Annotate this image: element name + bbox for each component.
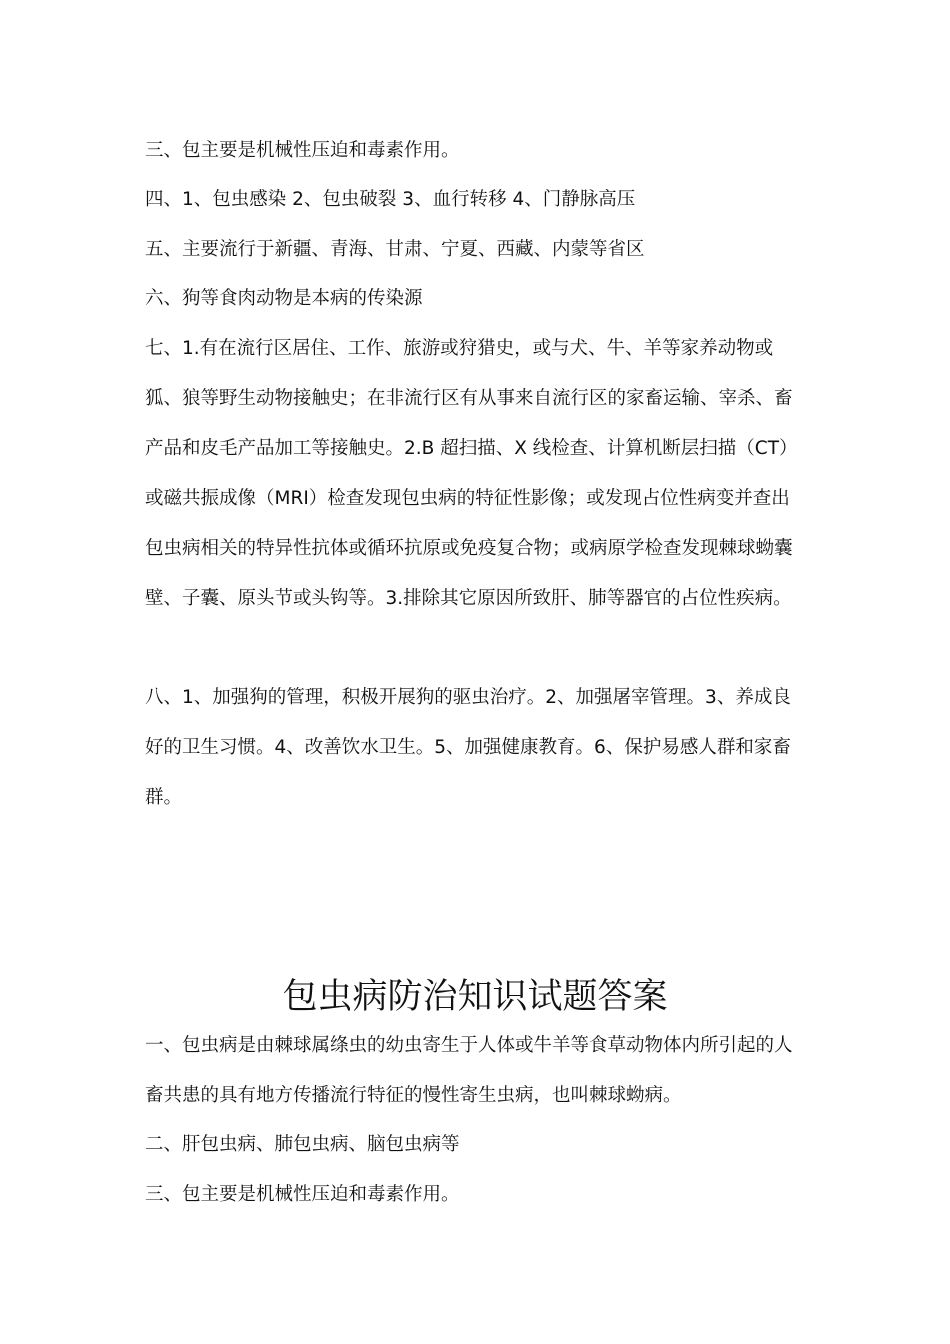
answer-6: 六、狗等食肉动物是本病的传染源 (145, 288, 423, 309)
answer-1: 一、包虫病是由棘球属绦虫的幼虫寄生于人体或牛羊等食草动物体内所引起的人畜共患的具有地方传播流行特征的慢性寄生虫病，也叫棘球蚴病。 (145, 1035, 793, 1106)
answer-8: 八、1、加强狗的管理，积极开展狗的驱虫治疗。2、加强屠宰管理。3、养成良好的卫生习惯。4、改善饮水卫生。5、加强健康教育。6、保护易感人群和家畜群。 (145, 687, 791, 808)
document-title: 包虫病防治知识试题答案 (282, 977, 668, 1017)
answer-5: 五、主要流行于新疆、青海、甘肃、宁夏、西藏、内蒙等省区 (145, 239, 645, 260)
answer-4: 四、1、包虫感染 2、包虫破裂 3、血行转移 4、门静脉高压 (145, 189, 636, 210)
answer-3-bottom: 三、包主要是机械性压迫和毒素作用。 (145, 1184, 460, 1205)
answer-3-top: 三、包主要是机械性压迫和毒素作用。 (145, 140, 460, 161)
answer-7: 七、1.有在流行区居住、工作、旅游或狩猎史，或与犬、牛、羊等家养动物或狐、狼等野生动物接触史；在非流行区有从事来自流行区的家畜运输、宰杀、畜产品和皮毛产品加工等接触史。2.B 超扫描、X 线检查、计算机断层扫描（CT）或磁共振成像（MRI）检查发现包虫病的特征性影像；或发现占位性病变并查出包虫病相关的特异性抗体或循环抗原或免疫复合物；或病原学检查发现棘球蚴囊壁、子囊、原头节或头钩等。3.排除其它原因所致肝、肺等器官的占位性疾病。 (145, 338, 798, 609)
answer-2: 二、肝包虫病、肺包虫病、脑包虫病等 (145, 1134, 460, 1155)
